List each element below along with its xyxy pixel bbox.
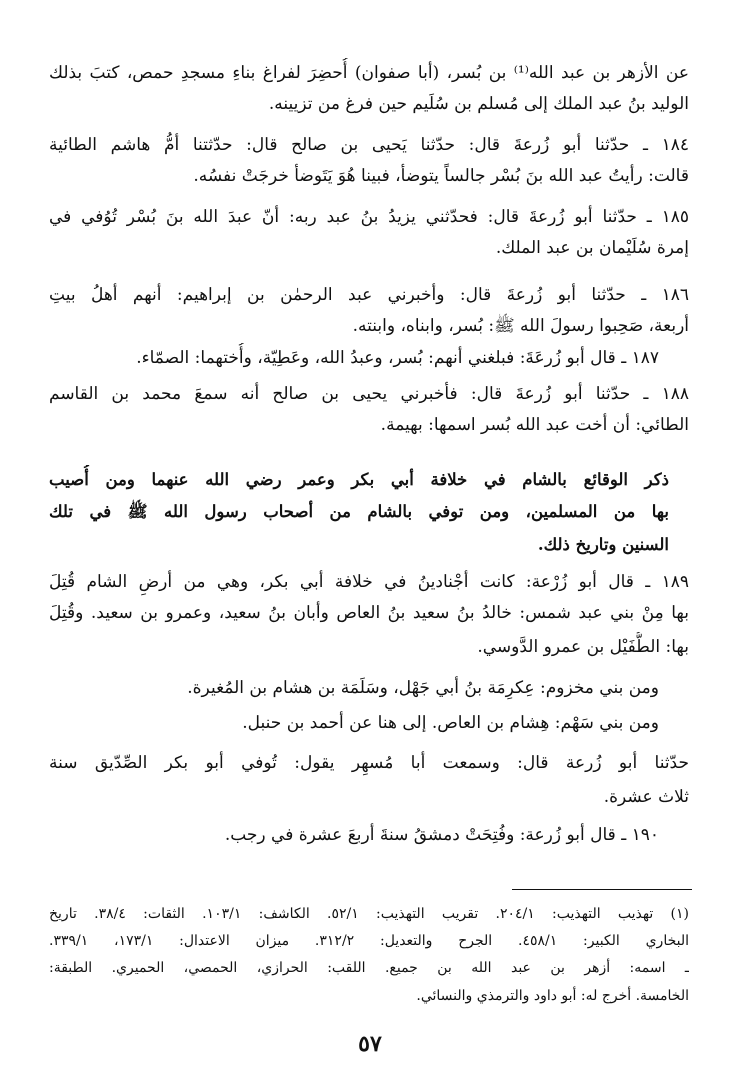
body-line: ١٨٧ ـ قال أبو زُرعَةَ: فبلغني أنهم: بُسر، وعبدُ الله، وعَطِيّة، وأُختهما: الصمّاء. bbox=[136, 348, 659, 368]
body-line: قالت: رأيتُ عبد الله بنَ بُسْر جالساً يتوضأ، فبينا هُوَ يَتَوضأ خرجَتْ نفسُه. bbox=[193, 166, 689, 186]
body-line: ١٨٩ ـ قال أبو زُرْعة: كانت أجْنادينُ في خلافة أبي بكر، وهي من أرضِ الشام قُتِلَ bbox=[49, 572, 689, 592]
page-number: ٥٧ bbox=[358, 1031, 382, 1057]
body-line: عن الأزهر بن عبد الله⁽¹⁾ بن بُسر، (أبا صفوان) أُحضِرَ لفراغ بناءِ مسجدِ حمص، كتبَ بذلك bbox=[49, 63, 689, 83]
section-heading-line: بها من المسلمين، ومن توفي بالشام من أصحاب رسول الله ﷺ في تلك bbox=[49, 502, 669, 521]
body-line: بها مِنْ بني عبد شمس: خالدُ بنُ سعيد بنُ العاص وأبان بنُ سعيد، وعمرو بن سعيد. وقُتِلَ bbox=[49, 603, 689, 623]
body-line: ثلاث عشرة. bbox=[603, 787, 689, 807]
body-line: الوليد بنُ عبد الملك إلى مُسلم بن سُلَيم حين فرغ من تزيينه. bbox=[268, 94, 689, 114]
body-line: ومن بني مخزوم: عِكرِمَة بنُ أبي جَهْل، وسَلَمَة بن هشام بن المُغيرة. bbox=[187, 678, 659, 698]
body-line: بها: الطُّفَيْل بن عمرو الدَّوسي. bbox=[477, 637, 689, 657]
body-line: حدّثنا أبو زُرعة قال: وسمعت أبا مُسهِر يقول: تُوفي أبو بكر الصِّدّيق سنة bbox=[49, 753, 689, 773]
footnote-line: البخاري الكبير: ٤٥٨/١. الجرح والتعديل: ٣١٢/٢. ميزان الاعتدال: ١٧٣/١، ٣٣٩/١. bbox=[49, 933, 689, 949]
footnote-line: ـ اسمه: أزهر بن عبد الله بن جميع. اللقب: الحرازي، الحمصي، الحميري. الطبقة: bbox=[49, 960, 689, 976]
body-line: ١٨٨ ـ حدّثنا أبو زُرعةَ قال: فأخبرني يحيى بن صالح أنه سمعَ محمد بن القاسم bbox=[49, 384, 689, 404]
body-line: ١٩٠ ـ قال أبو زُرعة: وفُتِحَتْ دمشقُ سنةَ أربعَ عشرة في رجب. bbox=[224, 825, 659, 845]
body-line: ومن بني سَهْم: هِشام بن العاص. إلى هنا عن أحمد بن حنبل. bbox=[242, 713, 659, 733]
body-line: ١٨٥ ـ حدّثنا أبو زُرعةَ قال: فحدّثني يزيدُ بنُ عبد ربه: أنّ عبدَ الله بنَ بُسْر تُوُفي في bbox=[49, 207, 689, 227]
section-heading-line: السنين وتاريخ ذلك. bbox=[537, 535, 669, 554]
body-line: أربعة، صَحِبوا رسولَ الله ﷺ: بُسر، وابناه، وابنته. bbox=[352, 316, 689, 336]
section-heading-line: ذكر الوقائع بالشام في خلافة أبي بكر وعمر رضي الله عنهما ومن أُصيب bbox=[49, 470, 669, 489]
body-line: ١٨٤ ـ حدّثنا أبو زُرعةَ قال: حدّثنا يَحيى بن صالح قال: حدّثتنا أمُّ هاشم الطائية bbox=[49, 135, 689, 155]
footnote-line: (١) تهذيب التهذيب: ٢٠٤/١. تقريب التهذيب: ٥٢/١. الكاشف: ١٠٣/١. الثقات: ٣٨/٤. تاريخ bbox=[49, 906, 689, 922]
footnote-divider bbox=[512, 889, 692, 890]
body-line: الطائي: أن أخت عبد الله بُسر اسمها: بهيمة. bbox=[380, 415, 689, 435]
body-line: ١٨٦ ـ حدّثنا أبو زُرعةَ قال: وأخبرني عبد الرحمٰن بن إبراهيم: أنهم أهلُ بيتِ bbox=[49, 285, 689, 305]
footnote-line: الخامسة. أخرج له: أبو داود والترمذي والنسائي. bbox=[416, 988, 689, 1004]
body-line: إمرة سُلَيْمان بن عبد الملك. bbox=[495, 238, 689, 258]
